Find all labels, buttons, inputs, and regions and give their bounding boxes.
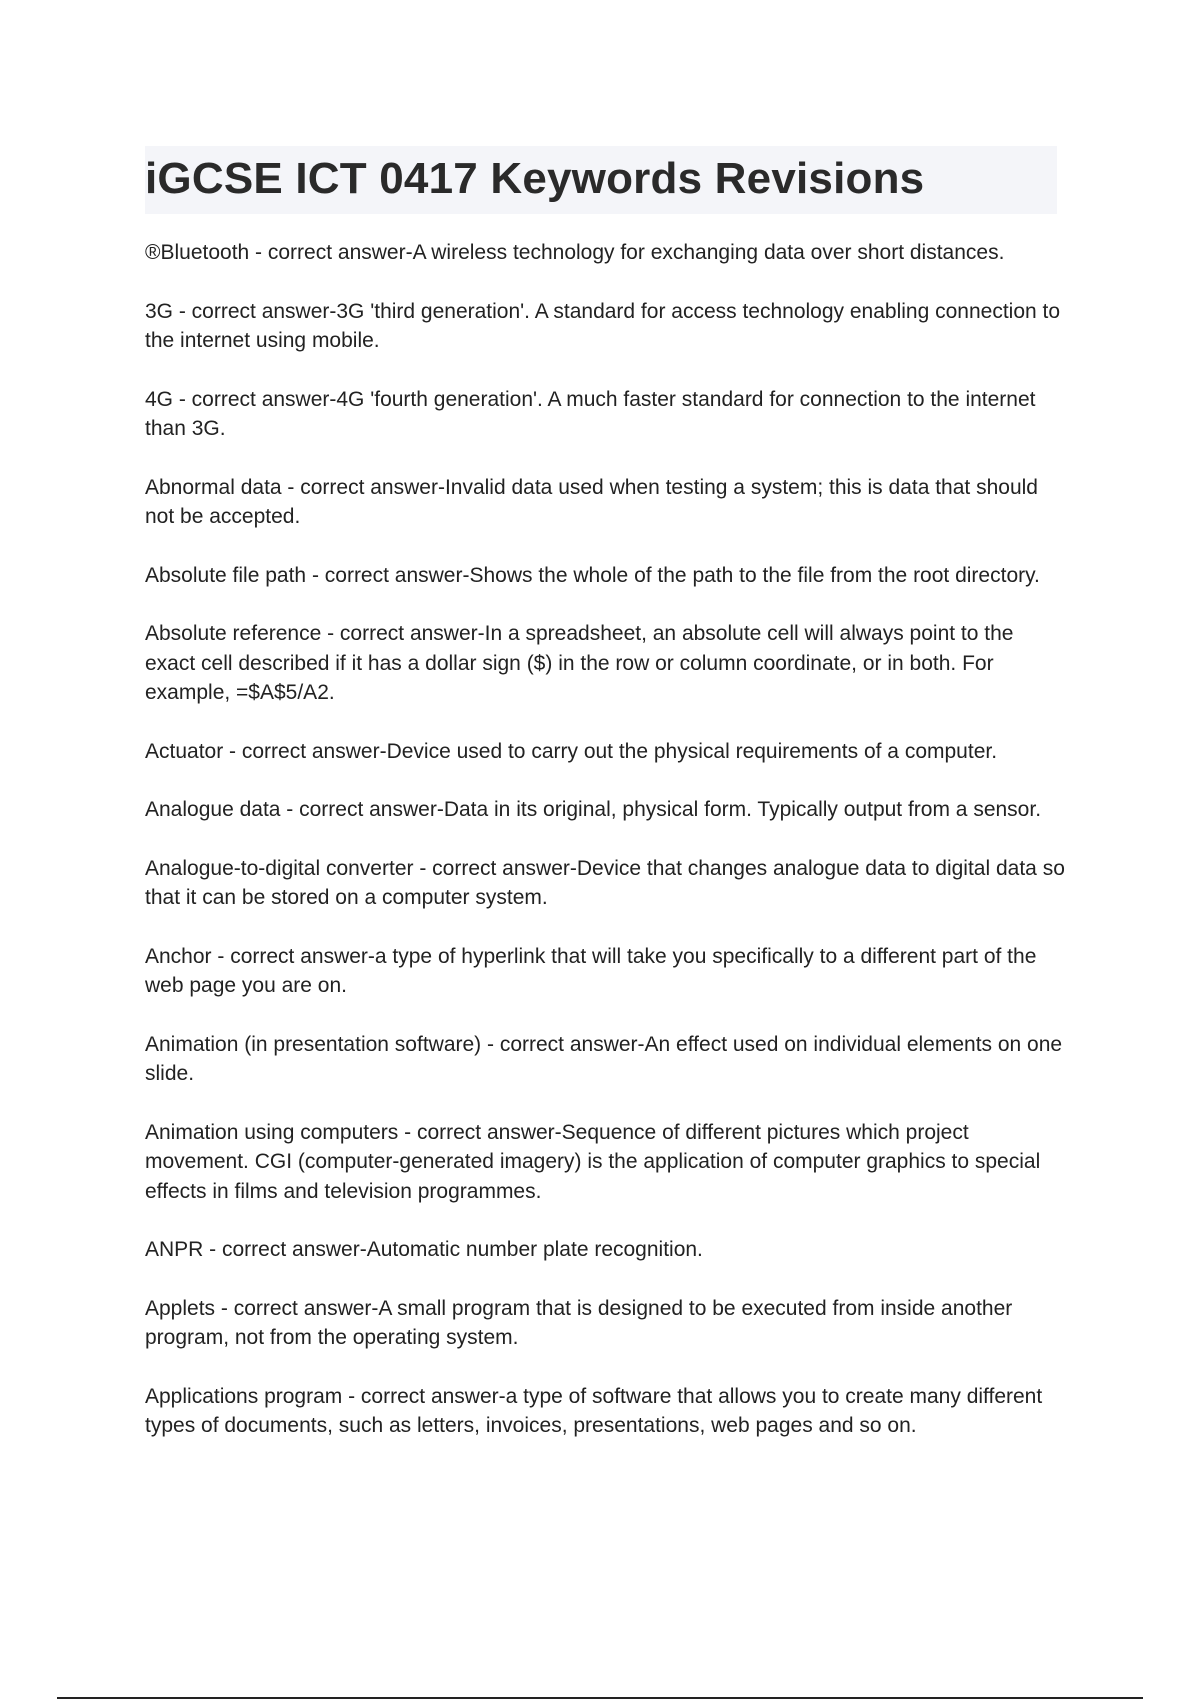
keyword-entry-bluetooth: ®Bluetooth - correct answer-A wireless technology for exchanging data over short distances.: [145, 241, 1005, 264]
keyword-entry-actuator: Actuator - correct answer-Device used to carry out the physical requirements of a computer.: [145, 739, 998, 763]
keyword-entry-absolute-reference: Absolute reference - correct answer-In a spreadsheet, an absolute cell will always point to the exact cell described if it has a dollar sign ($) in the row or column coordinate, or in both. For example, =$A$5/A2.: [145, 622, 1014, 704]
keyword-entry-absolute-file-path: Absolute file path - correct answer-Shows the whole of the path to the file from the root directory.: [145, 563, 1040, 587]
keyword-entry-analogue-data: Analogue data - correct answer-Data in its original, physical form. Typically output from a sensor.: [145, 798, 1042, 821]
keyword-entry-animation-computers: Animation using computers - correct answer-Sequence of different pictures which project movement. CGI (computer-generated imagery) is the application of computer graphics to special effects in films and television programmes.: [145, 1120, 1041, 1203]
keyword-list: [145, 238, 1065, 1470]
keyword-entry-abnormal-data: Abnormal data - correct answer-Invalid data used when testing a system; this is data that should not be accepted.: [145, 475, 1038, 528]
keyword-entry-animation-presentation: Animation (in presentation software) - correct answer-An effect used on individual elements on one slide.: [145, 1032, 1063, 1085]
keyword-entry-4g: 4G - correct answer-4G 'fourth generation'. A much faster standard for connection to the internet than 3G.: [145, 387, 1036, 440]
keyword-entry-anpr: ANPR - correct answer-Automatic number plate recognition.: [145, 1238, 703, 1261]
keyword-entry-applets: Applets - correct answer-A small program that is designed to be executed from inside another program, not from the operating system.: [145, 1296, 1013, 1349]
keyword-entry-3g: 3G - correct answer-3G 'third generation'. A standard for access technology enabling connection to the internet using mobile.: [145, 299, 1061, 352]
title-block: [145, 146, 1057, 214]
keyword-entry-adc: Analogue-to-digital converter - correct answer-Device that changes analogue data to digital data so that it can be stored on a computer system.: [145, 856, 1065, 909]
keyword-entry-applications-program: Applications program - correct answer-a type of software that allows you to create many different types of documents, such as letters, invoices, presentations, web pages and so on.: [145, 1384, 1043, 1437]
page-bottom-divider: [57, 1697, 1143, 1699]
document-title: iGCSE ICT 0417 Keywords Revisions: [145, 154, 925, 203]
keyword-entry-anchor: Anchor - correct answer-a type of hyperlink that will take you specifically to a different part of the web page you are on.: [145, 944, 1037, 997]
